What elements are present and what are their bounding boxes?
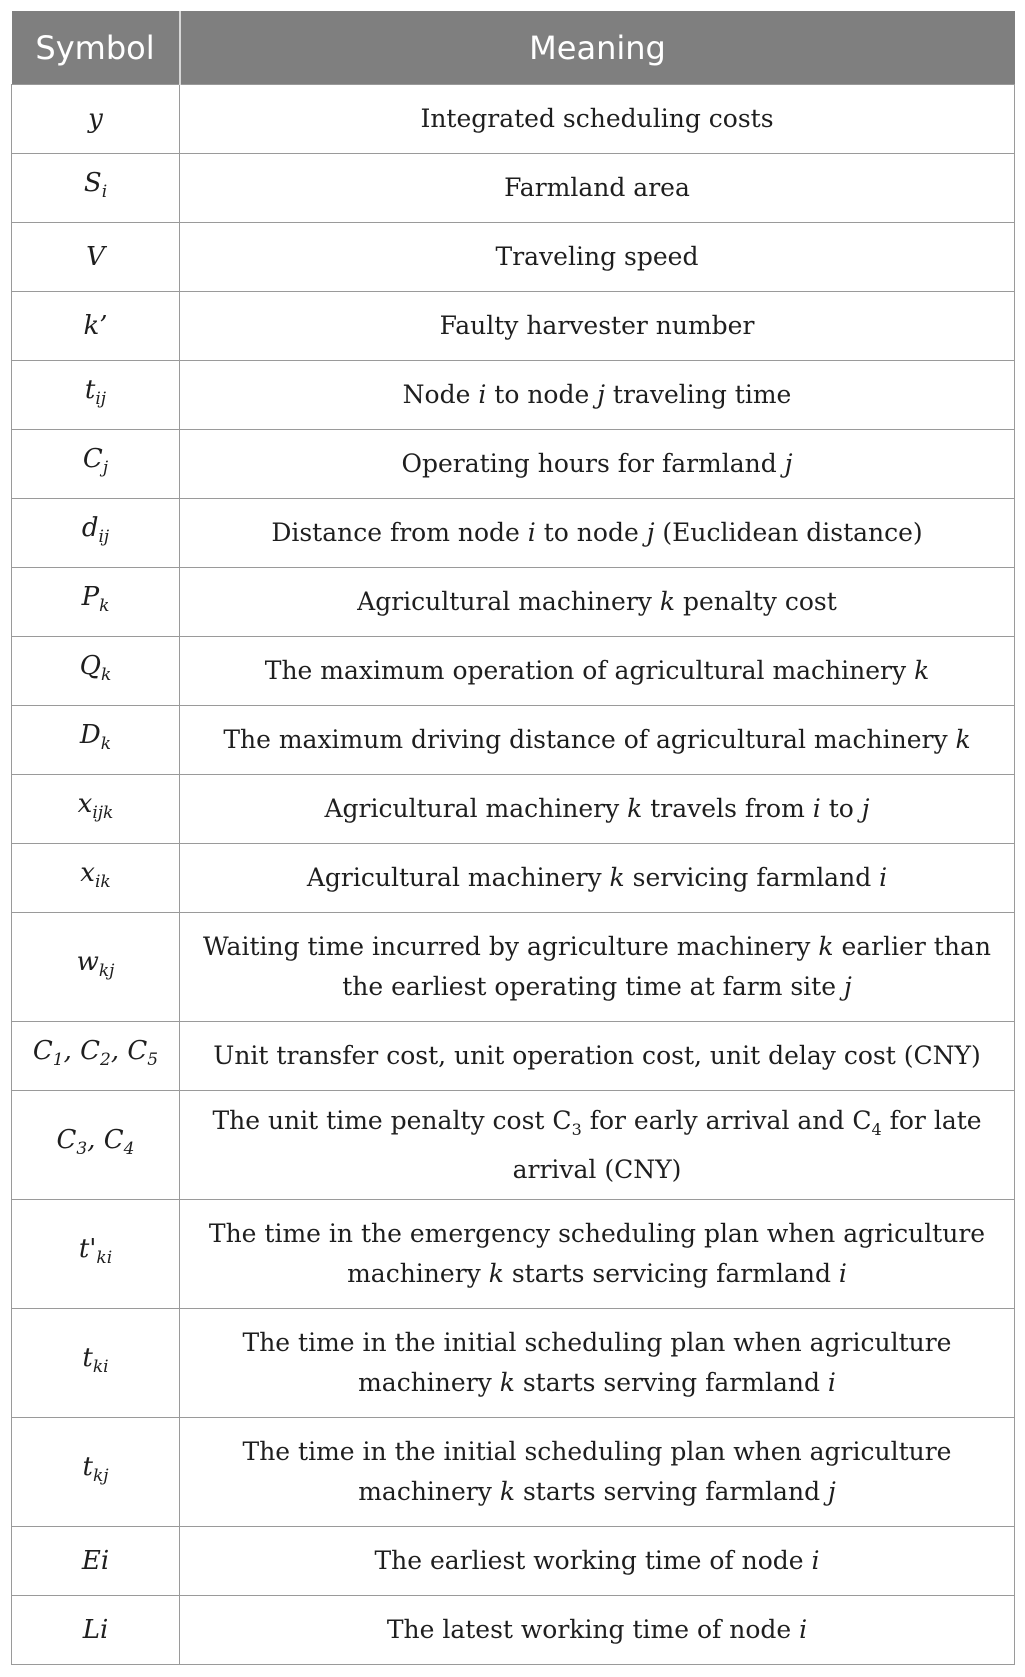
meaning-variable: k <box>818 932 834 961</box>
meaning-cell: Farmland area <box>180 154 1015 223</box>
meaning-text: for early arrival and C <box>581 1105 872 1135</box>
symbol-base: C <box>56 1125 77 1156</box>
meaning-variable: k <box>627 794 643 823</box>
meaning-variable: k <box>659 587 676 616</box>
meaning-variable: k <box>914 656 930 685</box>
meaning-cell: Faulty harvester number <box>180 292 1015 361</box>
meaning-cell <box>180 1418 1015 1527</box>
symbol-base: P <box>81 582 100 613</box>
symbol-cell <box>12 706 180 775</box>
header-meaning: Meaning <box>180 11 1015 85</box>
header-symbol: Symbol <box>12 11 180 85</box>
meaning-variable: i <box>812 794 821 823</box>
table-body <box>12 85 1015 1665</box>
symbol-subscript: 5 <box>147 1050 159 1071</box>
meaning-text: for late arrival (CNY) <box>512 1105 982 1184</box>
meaning-text: to <box>820 794 862 823</box>
symbol-base: d <box>81 513 99 544</box>
meaning-text: earlier than the earliest operating time at farm site <box>342 932 991 1001</box>
symbol-cell <box>12 499 180 568</box>
header-row <box>12 11 1015 85</box>
symbol-text: V <box>86 242 105 272</box>
symbol-subscript: ij <box>95 389 107 410</box>
meaning-variable: k <box>609 863 625 892</box>
table-row <box>12 361 1015 430</box>
symbol-cell <box>12 637 180 706</box>
meaning-variable: j <box>861 794 870 823</box>
meaning-cell <box>180 775 1015 844</box>
meaning-text: Operating hours for farmland <box>401 449 785 478</box>
meaning-cell <box>180 499 1015 568</box>
meaning-variable: j <box>646 518 655 547</box>
meaning-text: Distance from node <box>271 518 528 547</box>
symbol-base: x <box>77 789 93 820</box>
symbol-subscript: i <box>101 182 108 203</box>
symbol-base: t <box>82 1343 93 1374</box>
symbol-subscript: k <box>99 596 110 617</box>
table-row <box>12 637 1015 706</box>
table-header <box>12 11 1015 85</box>
symbol-cell <box>12 1527 180 1596</box>
symbol-cell <box>12 85 180 154</box>
meaning-text: to node <box>486 380 598 409</box>
meaning-text: Agricultural machinery <box>306 863 610 892</box>
table-row <box>12 844 1015 913</box>
table-row <box>12 1527 1015 1596</box>
symbol-text: Li <box>82 1615 109 1645</box>
meaning-text: travels from <box>642 794 813 823</box>
symbol-base: S <box>83 168 102 199</box>
symbol-subscript: 3 <box>76 1139 88 1160</box>
meaning-variable: j <box>843 972 852 1001</box>
symbol-cell <box>12 223 180 292</box>
symbol-base: w <box>76 947 99 978</box>
table-row <box>12 568 1015 637</box>
symbol-base: C <box>32 1036 53 1067</box>
symbol-table <box>11 11 1015 1665</box>
symbol-cell <box>12 292 180 361</box>
symbol-base: x <box>80 858 95 889</box>
meaning-cell <box>180 568 1015 637</box>
meaning-text: traveling time <box>604 380 792 409</box>
meaning-variable: i <box>478 380 487 409</box>
table-row <box>12 775 1015 844</box>
symbol-text: y <box>88 104 103 134</box>
symbol-text: k’ <box>83 311 108 341</box>
symbol-text: Ei <box>81 1546 110 1576</box>
meaning-text: The maximum driving distance of agricultural machinery <box>223 725 956 754</box>
symbol-subscript: 1 <box>52 1050 64 1071</box>
symbol-subscript: ij <box>98 527 110 548</box>
table-row <box>12 430 1015 499</box>
symbol-cell <box>12 913 180 1022</box>
symbol-subscript: ki <box>92 1357 109 1378</box>
symbol-base: t' <box>78 1234 97 1265</box>
symbol-subscript: ijk <box>92 803 114 824</box>
table-row <box>12 1091 1015 1200</box>
table-row <box>12 1022 1015 1091</box>
symbol-subscript: kj <box>98 961 115 982</box>
meaning-variable: j <box>828 1477 836 1506</box>
meaning-subscript: 4 <box>871 1119 882 1139</box>
meaning-variable: i <box>827 1368 836 1397</box>
symbol-cell <box>12 1022 180 1091</box>
symbol-base: t <box>84 375 96 406</box>
meaning-text: The time in the initial scheduling plan when agriculture machinery <box>242 1328 952 1397</box>
symbol-subscript: ki <box>96 1248 113 1269</box>
meaning-text: Agricultural machinery <box>357 587 660 616</box>
table-row <box>12 706 1015 775</box>
symbol-cell <box>12 361 180 430</box>
meaning-cell <box>180 1309 1015 1418</box>
meaning-subscript: 3 <box>571 1119 582 1139</box>
meaning-variable: k <box>499 1477 515 1506</box>
meaning-cell: Traveling speed <box>180 223 1015 292</box>
meaning-text: (Euclidean distance) <box>654 518 923 547</box>
symbol-subscript: kj <box>92 1466 109 1487</box>
meaning-text: The time in the emergency scheduling plan when agriculture machinery <box>208 1219 986 1288</box>
table-row <box>12 913 1015 1022</box>
symbol-base: Q <box>79 651 101 682</box>
symbol-base: , C <box>87 1125 124 1156</box>
symbol-cell <box>12 568 180 637</box>
meaning-text: The time in the initial scheduling plan when agriculture machinery <box>242 1437 952 1506</box>
meaning-variable: i <box>879 863 888 892</box>
symbol-subscript: k <box>100 734 112 755</box>
symbol-base: , C <box>110 1036 148 1067</box>
symbol-subscript: 4 <box>123 1139 135 1160</box>
symbol-base: t <box>82 1452 93 1483</box>
meaning-cell <box>180 1091 1015 1200</box>
meaning-cell <box>180 361 1015 430</box>
meaning-cell: Unit transfer cost, unit operation cost, unit delay cost (CNY) <box>180 1022 1015 1091</box>
symbol-cell <box>12 1418 180 1527</box>
meaning-text: penalty cost <box>675 587 837 616</box>
meaning-cell <box>180 1596 1015 1665</box>
meaning-variable: i <box>799 1615 808 1644</box>
meaning-text: servicing farmland <box>624 863 880 892</box>
meaning-cell <box>180 844 1015 913</box>
meaning-variable: k <box>955 725 971 754</box>
meaning-cell <box>180 1527 1015 1596</box>
meaning-cell <box>180 913 1015 1022</box>
symbol-cell <box>12 1309 180 1418</box>
meaning-cell: Integrated scheduling costs <box>180 85 1015 154</box>
table-row <box>12 1596 1015 1665</box>
symbol-subscript: k <box>101 665 112 686</box>
symbol-cell <box>12 1200 180 1309</box>
meaning-text: Agricultural machinery <box>324 794 628 823</box>
meaning-variable: k <box>499 1368 515 1397</box>
meaning-text: Node <box>402 380 479 409</box>
meaning-text: starts serving farmland <box>514 1368 828 1397</box>
symbol-cell <box>12 430 180 499</box>
symbol-cell <box>12 1091 180 1200</box>
symbol-cell <box>12 154 180 223</box>
symbol-cell <box>12 775 180 844</box>
meaning-text: starts serving farmland <box>515 1477 829 1506</box>
meaning-variable: k <box>488 1259 504 1288</box>
table-row <box>12 223 1015 292</box>
symbol-subscript: ik <box>94 872 111 893</box>
table-row <box>12 154 1015 223</box>
meaning-variable: i <box>527 518 536 547</box>
meaning-cell <box>180 1200 1015 1309</box>
meaning-variable: j <box>597 380 605 409</box>
table-row <box>12 1200 1015 1309</box>
symbol-base: C <box>82 444 103 475</box>
symbol-base: , C <box>63 1036 101 1067</box>
meaning-variable: i <box>811 1546 820 1575</box>
symbol-subscript: j <box>102 458 109 479</box>
meaning-text: The latest working time of node <box>386 1615 800 1644</box>
symbol-subscript: 2 <box>100 1050 111 1071</box>
meaning-variable: i <box>838 1259 847 1288</box>
symbol-cell <box>12 1596 180 1665</box>
meaning-text: The unit time penalty cost C <box>212 1105 572 1135</box>
symbol-base: D <box>79 720 101 751</box>
table-row <box>12 85 1015 154</box>
table-row <box>12 1309 1015 1418</box>
table-row <box>12 499 1015 568</box>
meaning-cell <box>180 637 1015 706</box>
table-row <box>12 292 1015 361</box>
meaning-cell <box>180 706 1015 775</box>
symbol-cell <box>12 844 180 913</box>
meaning-cell <box>180 430 1015 499</box>
meaning-text: The maximum operation of agricultural machinery <box>264 656 915 685</box>
meaning-text: to node <box>535 518 647 547</box>
meaning-variable: j <box>784 449 793 478</box>
meaning-text: starts servicing farmland <box>503 1259 839 1288</box>
meaning-text: The earliest working time of node <box>374 1546 812 1575</box>
table-row <box>12 1418 1015 1527</box>
meaning-text: Waiting time incurred by agriculture machinery <box>203 932 819 961</box>
